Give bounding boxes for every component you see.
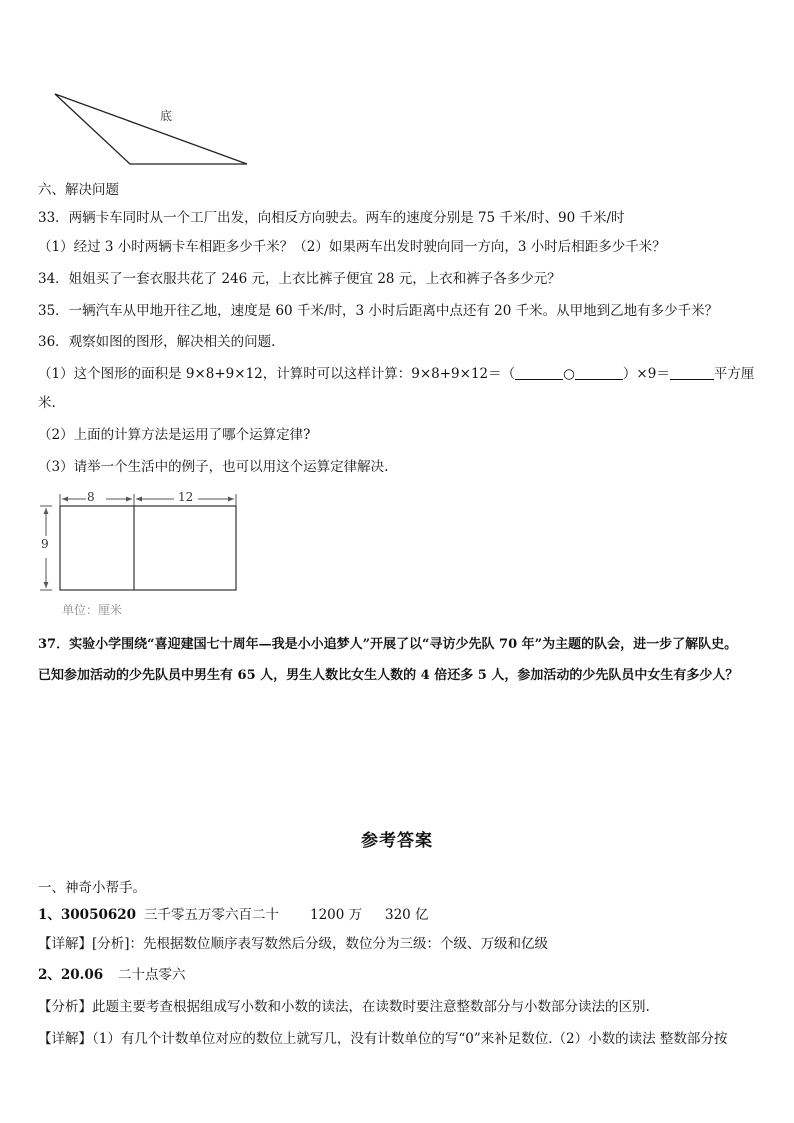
section-6-title: 六、解决问题 — [38, 182, 119, 198]
answer-2-detail: 【详解】（1）有几个计数单位对应的数位上就写几，没有计数单位的写“0”来补足数位.（2）小数的读法 整数部分按 — [38, 1031, 728, 1047]
answer-blank-1[interactable] — [515, 365, 563, 380]
q33-line2: （1）经过 3 小时两辆卡车相距多少千米？（2）如果两车出发时驶向同一方向，3 小时后相距多少千米？ — [38, 239, 666, 255]
arrow-head — [62, 497, 68, 502]
q36-part2: （2）上面的计算方法是运用了哪个运算定律? — [38, 427, 311, 443]
q36-part1-cont: 米. — [38, 395, 56, 411]
arrow-head — [44, 582, 49, 588]
q36-part1 — [38, 365, 754, 383]
arrow-head — [44, 508, 49, 514]
triangle-base-label: 底 — [160, 109, 173, 123]
answers-section1: 一、神奇小帮手。 — [38, 880, 146, 896]
answer-blank-2[interactable] — [575, 365, 623, 380]
answer-2-number: 2、20.06 — [38, 967, 104, 983]
dim-label-9: 9 — [41, 537, 49, 551]
outer-rectangle — [60, 506, 236, 590]
triangle-shape — [55, 94, 247, 164]
q37-line1: 37．实验小学围绕“喜迎建国七十周年—我是小小追梦人”开展了以“寻访少先队 70 年”为主题的队会，进一步了解队史。 — [38, 637, 738, 652]
answer-1-value-3: 1200 万 — [310, 907, 363, 923]
triangle-figure — [50, 88, 260, 170]
rectangle-figure — [36, 488, 246, 596]
arrow-head — [228, 497, 234, 502]
q36-part1-text-a: （1）这个图形的面积是 9×8+9×12，计算时可以这样计算：9×8+9×12＝（ — [38, 366, 516, 382]
arrow-head — [136, 497, 142, 502]
q36-part3: （3）请举一个生活中的例子，也可以用这个运算定律解决. — [38, 459, 389, 475]
arrow-head — [126, 497, 132, 502]
q34-line1: 34．姐姐买了一套衣服共花了 246 元，上衣比裤子便宜 28 元，上衣和裤子各多少元？ — [38, 271, 561, 287]
answer-blank-3[interactable] — [670, 365, 714, 380]
answer-2-value: 二十点零六 — [118, 967, 186, 983]
q33-line1: 33．两辆卡车同时从一个工厂出发，向相反方向驶去。两车的速度分别是 75 千米/时、90 千米/时 — [38, 210, 625, 226]
q37-line2: 已知参加活动的少先队员中男生有 65 人，男生人数比女生人数的 4 倍还多 5 人，参加活动的少先队员中女生有多少人？ — [38, 668, 739, 683]
figure-unit-label: 单位：厘米 — [62, 603, 123, 617]
answer-1-number: 1、30050620 — [38, 907, 137, 923]
q35-line1: 35．一辆汽车从甲地开往乙地，速度是 60 千米/时，3 小时后距离中点还有 20 千米。从甲地到乙地有多少千米？ — [38, 303, 719, 319]
dim-label-12: 12 — [178, 490, 194, 504]
answer-1-value-4: 320 亿 — [385, 907, 429, 923]
q36-circle-blank[interactable]: ○ — [563, 366, 575, 382]
q36-part1-text-c: 平方厘 — [713, 366, 755, 382]
answers-title: 参考答案 — [361, 831, 433, 851]
dim-label-8: 8 — [87, 490, 95, 504]
q36-part1-text-b: ）×9＝ — [622, 366, 670, 382]
q36-line1: 36．观察如图的图形，解决相关的问题. — [38, 334, 276, 350]
answer-1-value-2: 三千零五万零六百二十 — [144, 907, 279, 923]
answer-1-detail: 【详解】[分析]：先根据数位顺序表写数然后分级，数位分为三级：个级、万级和亿级 — [38, 936, 549, 952]
answer-2-analysis: 【分析】此题主要考查根据组成写小数和小数的读法，在读数时要注意整数部分与小数部分读法的区别. — [38, 999, 650, 1015]
